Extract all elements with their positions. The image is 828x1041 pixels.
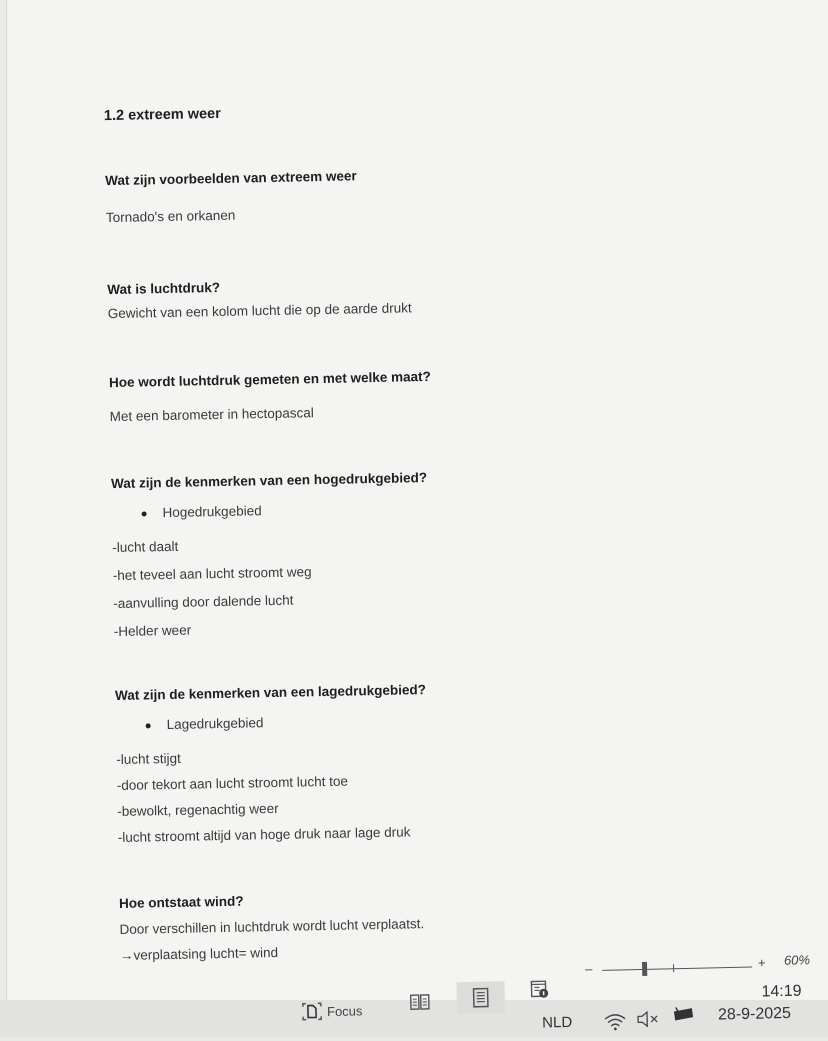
clock-date[interactable]: 28-9-2025	[718, 1005, 791, 1025]
answer-6-line-1: Door verschillen in luchtdruk wordt lucht verplaatst.	[119, 916, 424, 937]
zoom-out-button[interactable]: –	[585, 961, 593, 976]
book-icon	[410, 993, 430, 1011]
question-2: Wat is luchtdruk?	[107, 280, 220, 297]
clock-time[interactable]: 14:19	[761, 983, 801, 1002]
wifi-icon[interactable]	[604, 1013, 626, 1031]
answer-2: Gewicht van een kolom lucht die op de aarde drukt	[108, 300, 412, 321]
language-indicator[interactable]: NLD	[542, 1014, 572, 1032]
zoom-slider-thumb[interactable]	[642, 962, 647, 976]
focus-label: Focus	[327, 1003, 363, 1019]
focus-button[interactable]	[301, 1000, 363, 1021]
bullet-lagedrukgebied: Lagedrukgebied	[146, 715, 264, 732]
answer-4-line-1: -lucht daalt	[112, 539, 178, 555]
answer-4-line-3: -aanvulling door dalende lucht	[113, 593, 293, 611]
document-page	[6, 0, 828, 1000]
answer-4-line-4: -Helder weer	[114, 623, 192, 639]
focus-icon	[301, 1001, 323, 1021]
document-title: 1.2 extreem weer	[104, 106, 221, 124]
question-3: Hoe wordt luchtdruk gemeten en met welke maat?	[109, 369, 431, 390]
zoom-slider[interactable]	[602, 967, 752, 971]
question-6: Hoe ontstaat wind?	[119, 894, 244, 911]
taskbar	[480, 986, 828, 1041]
zoom-100-marker	[673, 964, 674, 972]
answer-4-line-2: -het teveel aan lucht stroomt weg	[113, 564, 312, 583]
answer-6-line-2: →verplaatsing lucht= wind	[120, 945, 278, 963]
zoom-in-button[interactable]: +	[758, 955, 766, 970]
answer-1: Tornado's en orkanen	[106, 208, 236, 225]
answer-5-line-3: -bewolkt, regenachtig weer	[117, 801, 279, 819]
answer-5-line-2: -door tekort aan lucht stroomt lucht toe	[117, 774, 348, 793]
zoom-level[interactable]: 60%	[784, 952, 810, 968]
bullet-icon	[146, 723, 151, 728]
battery-icon[interactable]	[672, 1005, 696, 1024]
answer-5-line-1: -lucht stijgt	[116, 751, 181, 767]
volume-muted-icon[interactable]	[636, 1010, 660, 1029]
bullet-icon	[142, 511, 147, 516]
question-1: Wat zijn voorbeelden van extreem weer	[105, 168, 357, 188]
answer-5-line-4: -lucht stroomt altijd van hoge druk naar lage druk	[118, 824, 411, 845]
bullet-hogedrukgebied: Hogedrukgebied	[141, 503, 261, 520]
question-4: Wat zijn de kenmerken van een hogedrukgebied?	[111, 470, 427, 491]
read-mode-button[interactable]	[409, 991, 431, 1013]
answer-3: Met een barometer in hectopascal	[110, 405, 314, 424]
question-5: Wat zijn de kenmerken van een lagedrukgebied?	[115, 682, 426, 703]
